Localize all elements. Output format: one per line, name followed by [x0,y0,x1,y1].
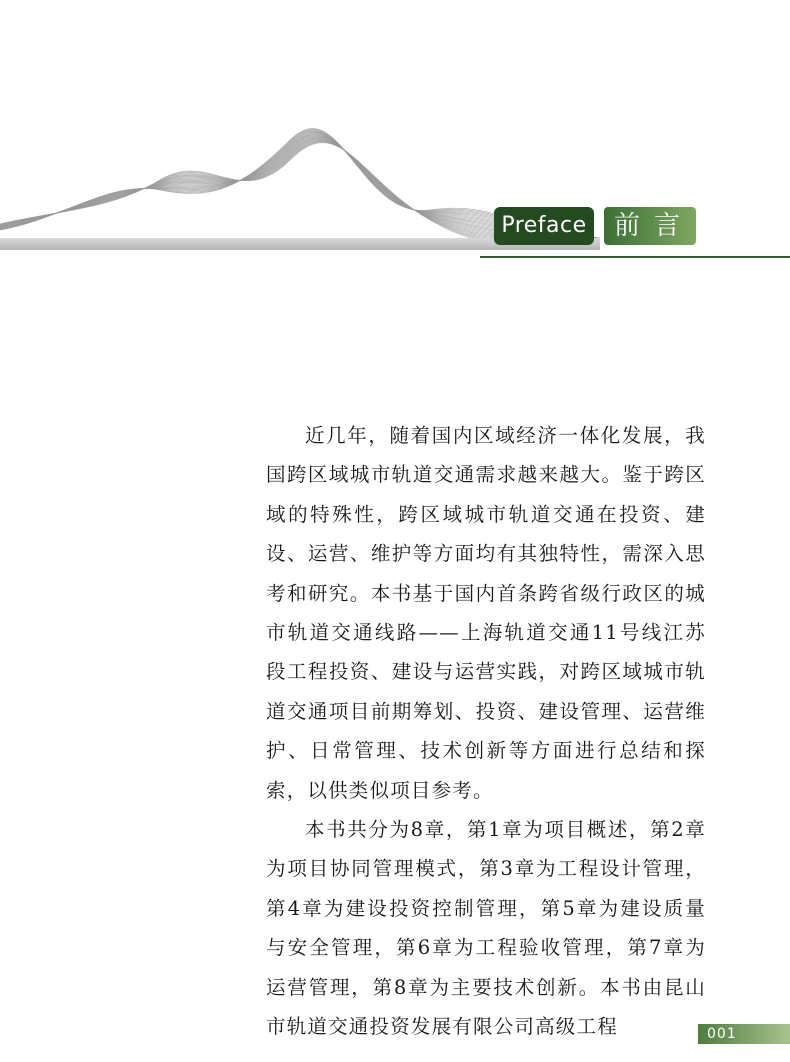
body-paragraph-1: 近几年，随着国内区域经济一体化发展，我国跨区域城市轨道交通需求越来越大。鉴于跨区域的特殊性，跨区域城市轨道交通在投资、建设、运营、维护等方面均有其独特性，需深入思考和研究。本书基于国内首条跨省级行政区的城市轨道交通线路——上海轨道交通11号线江苏段工程投资、建设与运营实践，对跨区域城市轨道交通项目前期筹划、投资、建设管理、运营维护、日常管理、技术创新等方面进行总结和探索，以供类似项目参考。 [266,424,706,802]
preface-chinese-title: 前言 [604,207,696,245]
header-green-rule [480,256,790,258]
body-paragraph-2: 本书共分为8章，第1章为项目概述，第2章为项目协同管理模式，第3章为工程设计管理，第4章为建设投资控制管理，第5章为建设质量与安全管理，第6章为工程验收管理，第7章为运营管理，第8章为主要技术创新。本书由昆山市轨道交通投资发展有限公司高级工程 [266,818,706,1039]
preface-body [266,416,706,1047]
page-number: 001 [707,1026,737,1042]
preface-english-title: Preface [494,207,594,245]
